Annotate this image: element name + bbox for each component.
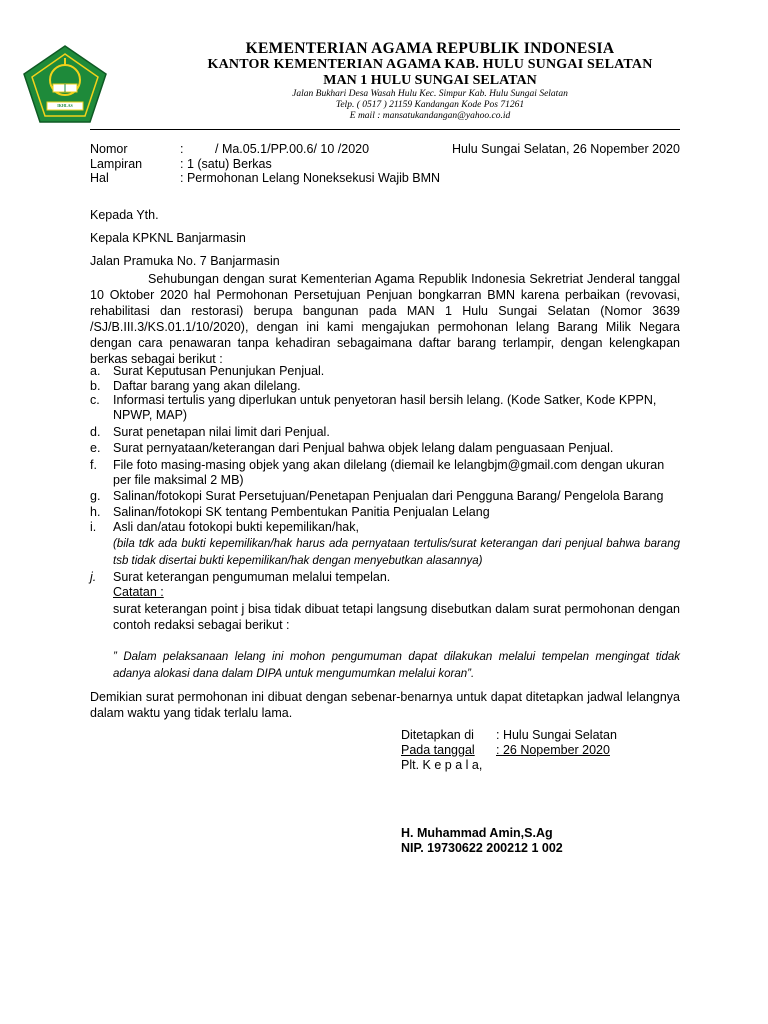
item-g-text: Salinan/fotokopi Surat Persetujuan/Penetapan Penjualan dari Pengguna Barang/ Pengelola Barang [113, 489, 664, 503]
item-h-label: h. [90, 505, 101, 519]
tanggal-label: Pada tanggal [401, 743, 475, 757]
header-phone: Telp. ( 0517 ) 21159 Kandangan Kode Pos 71261 [335, 100, 525, 110]
ditetapkan-value: : Hulu Sungai Selatan [496, 728, 617, 742]
lampiran-value: : 1 (satu) Berkas [180, 157, 272, 171]
item-d-text: Surat penetapan nilai limit dari Penjual. [113, 425, 330, 439]
hal-value: : Permohonan Lelang Noneksekusi Wajib BMN [180, 171, 441, 185]
hal-label: Hal [90, 171, 109, 185]
item-h-text: Salinan/fotokopi SK tentang Pembentukan Panitia Penjualan Lelang [113, 505, 490, 519]
item-i-text: Asli dan/atau fotokopi bukti kepemilikan/hak, [113, 520, 359, 534]
catatan-text: surat keterangan point j bisa tidak dibuat tetapi langsung disebutkan dalam surat permohonan dengan contoh redaksi sebagai berikut : [113, 602, 680, 632]
recipient-name: Kepala KPKNL Banjarmasin [90, 231, 246, 245]
item-d-label: d. [90, 425, 101, 439]
closing-paragraph: Demikian surat permohonan ini dibuat dengan sebenar-benarnya untuk dapat ditetapkan jadwal lelangnya dalam waktu yang tidak terlalu lama. [90, 690, 680, 720]
intro-paragraph: Sehubungan dengan surat Kementerian Agama Republik Indonesia Sekretriat Jenderal tanggal 10 Oktober 2020 hal Permohonan Persetujuan Penjuan bongkarran BMN karena perbaikan (revovasi, rehabilitasi dan restorasi) berupa bangunan pada MAN 1 Hulu Sungai Selatan (Nomor 3639 /SJ/B.III.3/KS.01.1/10/2020), dengan ini kami mengajukan permohonan lelang Barang Milik Negara dengan cara penawaran tanpa kehadiran sebagaimana daftar barang terlampir, dengan kelengkapan berkas sebagai berikut : [90, 272, 680, 366]
nomor-value: / Ma.05.1/PP.00.6/ 10 /2020 [215, 142, 370, 156]
place-date: Hulu Sungai Selatan, 26 Nopember 2020 [452, 142, 680, 156]
header-divider [90, 129, 680, 130]
item-f-label: f. [90, 458, 97, 472]
item-b-label: b. [90, 379, 101, 393]
signatory-name: H. Muhammad Amin,S.Ag [401, 826, 553, 840]
tanggal-value: : 26 Nopember 2020 [496, 743, 610, 757]
lampiran-label: Lampiran [90, 157, 143, 171]
recipient-greeting: Kepada Yth. [90, 208, 159, 222]
item-b-text: Daftar barang yang akan dilelang. [113, 379, 301, 393]
item-i-note: (bila tdk ada bukti kepemilikan/hak harus ada pernyataan tertulis/surat keterangan dari penjual bahwa barang tsb tidak disertai bukti kepemilikan/hak dengan menyebutkan alasannya) [113, 538, 680, 567]
item-a-label: a. [90, 364, 101, 378]
item-a-text: Surat Keputusan Penunjukan Penjual. [113, 364, 325, 378]
item-c-label: c. [90, 393, 100, 407]
header-ministry: KEMENTERIAN AGAMA REPUBLIK INDONESIA [245, 40, 615, 57]
catatan-quote: ” Dalam pelaksanaan lelang ini mohon pengumuman dapat dilakukan melalui tempelan mengingat tidak adanya alokasi dana dalam DIPA untuk mengumumkan melalui koran”. [113, 651, 680, 680]
ditetapkan-label: Ditetapkan di [401, 728, 474, 742]
signatory-nip: NIP. 19730622 200212 1 002 [401, 841, 563, 855]
nomor-colon: : [180, 142, 184, 156]
item-e-text: Surat pernyataan/keterangan dari Penjual bahwa objek lelang dalam penguasaan Penjual. [113, 441, 614, 455]
item-f-text: File foto masing-masing objek yang akan dilelang (diemail ke lelangbjm@gmail.com dengan ukuran per file maksimal 2 MB) [113, 458, 665, 487]
catatan-label: Catatan : [113, 585, 164, 599]
item-g-label: g. [90, 489, 101, 503]
nomor-label: Nomor [90, 142, 128, 156]
header-office: KANTOR KEMENTERIAN AGAMA KAB. HULU SUNGAI SELATAN [207, 57, 653, 72]
item-c-text: Informasi tertulis yang diperlukan untuk penyetoran hasil bersih lelang. (Kode Satker, Kode KPPN, NPWP, MAP) [113, 393, 657, 422]
signatory-title: Plt. K e p a l a, [401, 758, 483, 772]
header-email: E mail : mansatukandangan@yahoo.co.id [349, 111, 511, 121]
item-e-label: e. [90, 441, 101, 455]
recipient-address: Jalan Pramuka No. 7 Banjarmasin [90, 254, 280, 268]
item-j-label: j. [90, 570, 97, 584]
logo-motto: IKHLAS BERAMAL [54, 103, 76, 116]
header-school: MAN 1 HULU SUNGAI SELATAN [323, 73, 537, 88]
header-address: Jalan Bukhari Desa Wasah Hulu Kec. Simpur Kab. Hulu Sungai Selatan [292, 89, 568, 99]
item-i-label: i. [90, 520, 97, 534]
ministry-logo [22, 44, 108, 124]
item-j-text: Surat keterangan pengumuman melalui tempelan. [113, 570, 391, 584]
